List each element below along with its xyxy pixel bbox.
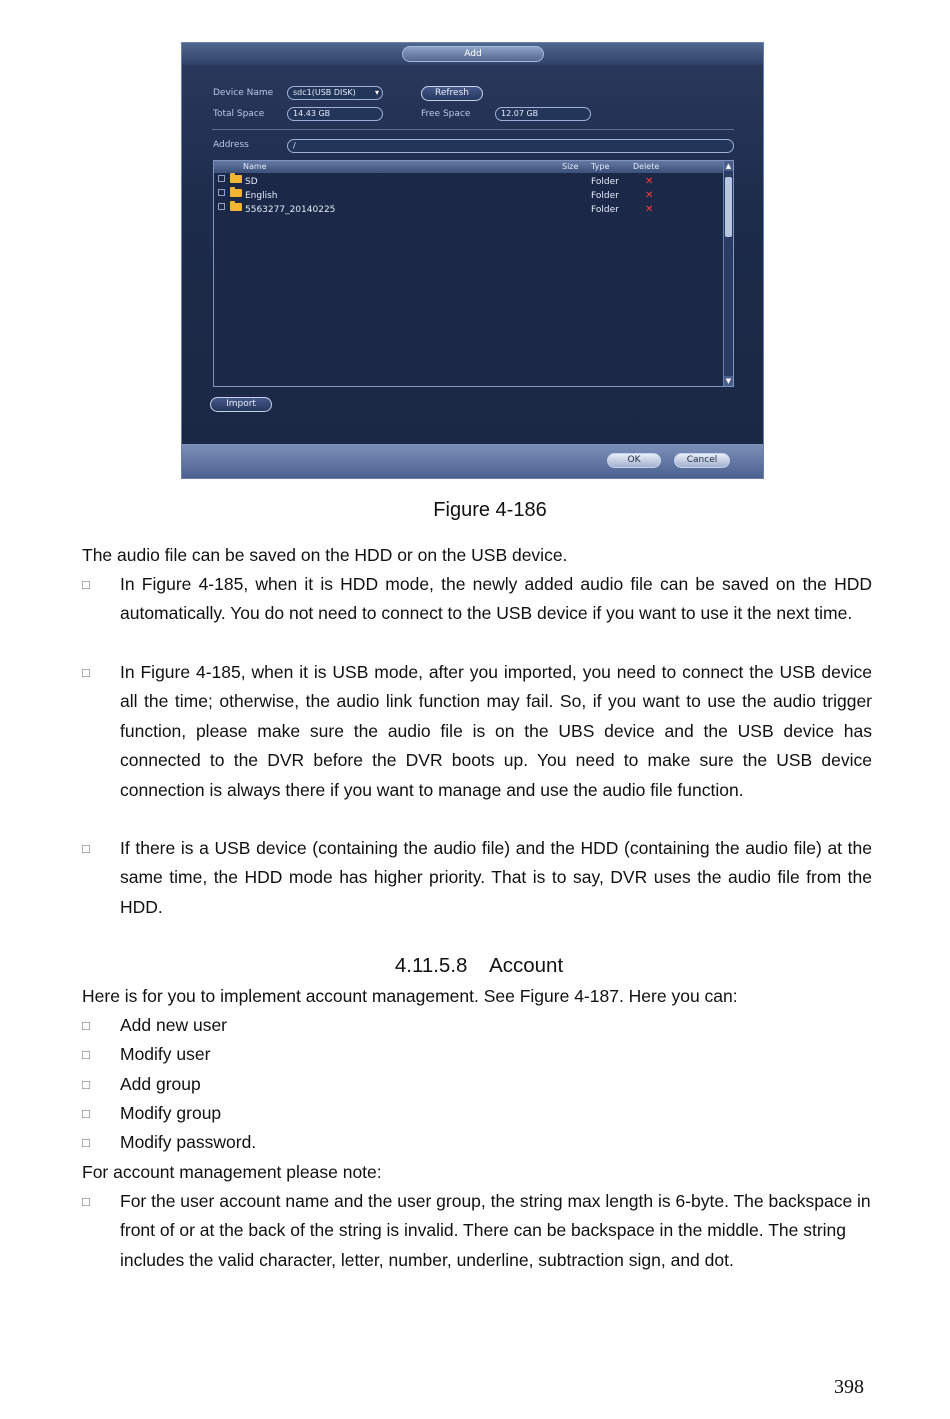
dialog-footer bbox=[182, 444, 763, 478]
free-space-field: 12.07 GB bbox=[495, 107, 591, 121]
file-row[interactable] bbox=[214, 175, 733, 189]
storage-bullet bbox=[82, 658, 872, 805]
import-button[interactable]: Import bbox=[210, 397, 272, 412]
free-space-label: Free Space bbox=[421, 109, 471, 119]
total-space-field: 14.43 GB bbox=[287, 107, 383, 121]
account-item bbox=[82, 1099, 872, 1128]
account-item bbox=[82, 1128, 872, 1157]
bullet-mark: □ bbox=[82, 1018, 90, 1033]
bullet-mark: □ bbox=[82, 1106, 90, 1121]
dialog-title: Add bbox=[402, 46, 544, 62]
divider bbox=[212, 129, 734, 130]
note-bullet bbox=[82, 1187, 872, 1275]
refresh-button[interactable]: Refresh bbox=[421, 86, 483, 101]
intro-paragraph: The audio file can be saved on the HDD or on the USB device. bbox=[82, 545, 568, 565]
account-item bbox=[82, 1040, 872, 1069]
bullet-text: If there is a USB device (containing the audio file) and the HDD (containing the audio file) at the same time, the HDD mode has higher priority. That is to say, DVR uses the audio file from the HDD. bbox=[120, 838, 872, 917]
device-name-value: sdc1(USB DISK) bbox=[293, 88, 356, 97]
file-list bbox=[213, 160, 734, 387]
file-type: Folder bbox=[591, 205, 619, 215]
column-name: Name bbox=[243, 162, 267, 171]
folder-icon bbox=[230, 189, 242, 197]
bullet-text: In Figure 4-185, when it is HDD mode, the newly added audio file can be saved on the HDD automatically. You do not need to connect to the USB device if you want to use it the next time. bbox=[120, 574, 872, 624]
account-item-text: Modify user bbox=[120, 1044, 211, 1064]
delete-icon[interactable]: ✕ bbox=[645, 176, 654, 187]
file-list-header bbox=[214, 161, 733, 173]
account-item-text: Modify group bbox=[120, 1103, 222, 1123]
bullet-mark: □ bbox=[82, 577, 90, 592]
folder-icon bbox=[230, 203, 242, 211]
chevron-down-icon: ▾ bbox=[374, 88, 379, 97]
note-intro: For account management please note: bbox=[82, 1162, 382, 1182]
column-type: Type bbox=[591, 162, 610, 171]
section-heading: 4.11.5.8 Account bbox=[394, 954, 564, 977]
total-space-label: Total Space bbox=[213, 109, 265, 119]
bullet-mark: □ bbox=[82, 1047, 90, 1062]
account-item-text: Add group bbox=[120, 1074, 201, 1094]
address-label: Address bbox=[213, 140, 249, 150]
account-item bbox=[82, 1070, 872, 1099]
address-input[interactable]: / bbox=[287, 139, 734, 153]
ok-button[interactable]: OK bbox=[607, 453, 661, 468]
account-item-text: Modify password. bbox=[120, 1132, 257, 1152]
file-name: 5563277_20140225 bbox=[245, 205, 336, 215]
file-list-scrollbar[interactable] bbox=[723, 161, 733, 386]
bullet-mark: □ bbox=[82, 665, 90, 680]
bullet-text: In Figure 4-185, when it is USB mode, after you imported, you need to connect the USB device all the time; otherwise, the audio link function may fail. So, if you want to use the audio trigger function, please make sure the audio file is on the UBS device and the USB device has connected to the DVR before the DVR boots up. You need to make sure the USB device connection is always there if you want to manage and use the audio file function. bbox=[120, 662, 872, 800]
bullet-mark: □ bbox=[82, 1194, 90, 1209]
device-name-label: Device Name bbox=[213, 88, 274, 98]
device-name-select[interactable] bbox=[287, 86, 383, 100]
bullet-mark: □ bbox=[82, 1135, 90, 1150]
storage-bullet bbox=[82, 570, 872, 629]
column-size: Size bbox=[562, 162, 579, 171]
bullet-mark: □ bbox=[82, 841, 90, 856]
bullet-mark: □ bbox=[82, 1077, 90, 1092]
tree-expand-icon[interactable] bbox=[218, 203, 225, 210]
scroll-up-icon[interactable]: ▲ bbox=[725, 162, 732, 170]
bullet-text: For the user account name and the user group, the string max length is 6-byte. The backspace in front of or at the back of the string is invalid. There can be backspace in the middle. The string includes the valid character, letter, number, underline, subtraction sign, and dot. bbox=[120, 1191, 871, 1270]
dialog-titlebar bbox=[182, 43, 763, 65]
column-delete: Delete bbox=[633, 162, 660, 171]
file-type: Folder bbox=[591, 177, 619, 187]
scroll-down-icon[interactable]: ▼ bbox=[725, 377, 732, 385]
file-type: Folder bbox=[591, 191, 619, 201]
folder-icon bbox=[230, 175, 242, 183]
file-row[interactable] bbox=[214, 189, 733, 203]
page-number: 398 bbox=[834, 1376, 864, 1398]
delete-icon[interactable]: ✕ bbox=[645, 190, 654, 201]
storage-bullet bbox=[82, 834, 872, 922]
tree-expand-icon[interactable] bbox=[218, 189, 225, 196]
file-name: SD bbox=[245, 177, 258, 187]
tree-expand-icon[interactable] bbox=[218, 175, 225, 182]
account-intro: Here is for you to implement account management. See Figure 4-187. Here you can: bbox=[82, 986, 738, 1006]
account-item bbox=[82, 1011, 872, 1040]
add-audio-dialog bbox=[181, 42, 764, 479]
cancel-button[interactable]: Cancel bbox=[674, 453, 730, 468]
figure-caption: Figure 4-186 bbox=[433, 499, 547, 521]
file-name: English bbox=[245, 191, 278, 201]
account-item-text: Add new user bbox=[120, 1015, 228, 1035]
file-row[interactable] bbox=[214, 203, 733, 217]
delete-icon[interactable]: ✕ bbox=[645, 204, 654, 215]
scrollbar-thumb[interactable] bbox=[725, 177, 732, 237]
